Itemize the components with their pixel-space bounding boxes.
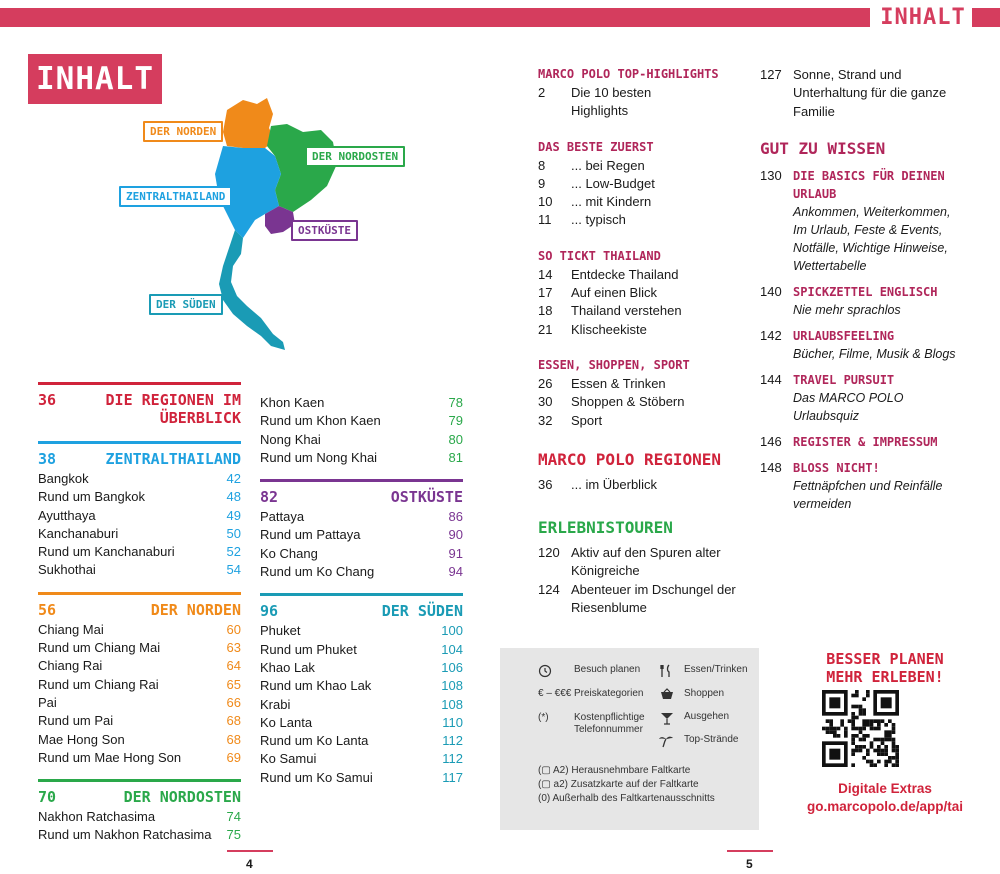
toc-row[interactable] [538, 266, 748, 284]
toc-section [538, 139, 748, 230]
info-num: 146 [760, 433, 782, 449]
toc-section [538, 66, 748, 121]
info-entry[interactable] [760, 327, 960, 363]
regions-column-middle [260, 382, 463, 799]
entry-page: 112 [442, 751, 463, 767]
entry-name: Rund um Pai [38, 713, 114, 729]
map-region-norden [223, 98, 275, 148]
entry-page: 69 [226, 749, 241, 765]
entry-page: 100 [441, 623, 463, 639]
region-entry[interactable] [38, 543, 241, 561]
toc-num: 32 [538, 412, 553, 428]
info-body [793, 327, 960, 363]
toc-num: 17 [538, 285, 553, 301]
toc-num: 124 [538, 581, 560, 597]
entry-page: 112 [442, 733, 463, 749]
region-entry[interactable] [260, 769, 463, 787]
entry-name: Bangkok [38, 471, 89, 486]
page-number-left: 4 [246, 857, 253, 871]
entry-name: Ayutthaya [38, 507, 96, 523]
page-number-right: 5 [746, 857, 753, 871]
region-block [38, 592, 241, 767]
info-title: URLAUBSFEELING [793, 328, 895, 343]
entry-name: Kanchanaburi [38, 525, 119, 541]
toc-row[interactable] [538, 193, 748, 211]
info-sub: Das MARCO POLO Urlaubsquiz [793, 390, 904, 423]
toc-text: Sport [571, 412, 603, 428]
toc-column-middle [538, 66, 748, 617]
entry-page: 79 [448, 413, 463, 429]
entry-page: 108 [441, 696, 463, 712]
region-entry[interactable] [260, 732, 463, 750]
toc-num: 30 [538, 394, 553, 410]
regionen-section [538, 450, 748, 494]
entry-page: 49 [226, 507, 241, 523]
region-block [38, 779, 241, 845]
region-entry[interactable] [260, 412, 463, 430]
region-name: DER NORDOSTEN [123, 788, 241, 807]
region-entry[interactable] [38, 561, 241, 579]
gut-zu-wissen-title: GUT ZU WISSEN [760, 138, 886, 158]
entry-name: Rund um Kanchanaburi [38, 544, 175, 560]
entry-name: Rund um Chiang Mai [38, 640, 161, 656]
entry-name: Rund um Mae Hong Son [38, 749, 182, 765]
entry-page: 60 [226, 621, 241, 637]
map-region-sueden [219, 230, 285, 350]
toc-num: 18 [538, 303, 553, 319]
toc-text: Aktiv auf den Spuren alter Königreiche [571, 545, 721, 579]
info-entry[interactable] [760, 283, 960, 319]
spacer [38, 427, 241, 429]
info-entry[interactable] [760, 371, 960, 425]
entry-page: 117 [442, 769, 463, 785]
entry-page: 80 [448, 431, 463, 447]
entry-page: 110 [442, 714, 463, 730]
clock-icon [538, 664, 552, 678]
entry-page: 64 [226, 658, 241, 674]
entry-page: 94 [448, 564, 463, 580]
toc-row[interactable] [538, 284, 748, 302]
entry-name: Rund um Ko Chang [260, 564, 375, 580]
region-entry[interactable] [260, 622, 463, 640]
entry-name: Rund um Ko Lanta [260, 733, 369, 749]
map-label-zentral: ZENTRALTHAILAND [119, 186, 232, 207]
toc-text: Entdecke Thailand [571, 266, 679, 282]
region-heading[interactable] [260, 479, 463, 506]
entry-name: Mae Hong Son [38, 731, 125, 747]
entry-name: Rund um Phuket [260, 641, 357, 657]
entry-name: Nakhon Ratchasima [38, 809, 156, 825]
toc-text: Die 10 besten Highlights [571, 85, 652, 119]
entry-page: 91 [448, 545, 463, 561]
region-block [260, 593, 463, 787]
region-entry[interactable] [260, 641, 463, 659]
legend-box [500, 648, 759, 830]
entry-name: Rund um Chiang Rai [38, 676, 159, 692]
toc-row[interactable] [538, 321, 748, 339]
info-title: SPICKZETTEL ENGLISCH [793, 284, 938, 299]
region-entry[interactable] [38, 470, 241, 488]
entry-name: Ko Chang [260, 545, 318, 561]
entry-name: Rund um Bangkok [38, 489, 145, 505]
region-entry[interactable] [38, 621, 241, 639]
toc-row[interactable] [538, 84, 748, 121]
toc-num: 9 [538, 175, 546, 191]
info-num: 142 [760, 327, 782, 343]
region-entry[interactable] [38, 808, 241, 826]
toc-text: Abenteuer im Dschungel der Riesenblume [571, 581, 736, 616]
region-heading[interactable] [38, 779, 241, 806]
map-label-nordosten: DER NORDOSTEN [305, 146, 405, 167]
toc-section [538, 248, 748, 339]
entry-name: Krabi [260, 696, 291, 712]
region-entry[interactable] [38, 712, 241, 730]
entry-page: 54 [226, 562, 241, 578]
entry-name: Rund um Khon Kaen [260, 413, 381, 429]
region-entry[interactable] [260, 563, 463, 581]
legend-kosten: (*) Kostenpflichtige Telefonnummer [538, 712, 645, 735]
toc-text: ... im Überblick [571, 476, 657, 492]
region-entry[interactable] [260, 714, 463, 732]
entry-name: Rund um Pattaya [260, 527, 361, 543]
region-entry[interactable] [38, 731, 241, 749]
entry-name: Rund um Nakhon Ratchasima [38, 827, 212, 843]
region-entry[interactable] [260, 659, 463, 677]
region-page-num: 96 [260, 602, 279, 621]
info-sub: Fettnäpfchen und Reinfälle vermeiden [793, 478, 943, 511]
toc-text: Essen & Trinken [571, 375, 666, 391]
toc-text: Thailand verstehen [571, 303, 682, 319]
region-block [260, 479, 463, 581]
entry-page: 68 [226, 713, 241, 729]
region-entry[interactable] [38, 676, 241, 694]
toc-num: 8 [538, 157, 546, 173]
info-title: TRAVEL PURSUIT [793, 372, 895, 387]
legend-shoppen: Shoppen [660, 688, 724, 700]
entry-page: 52 [226, 544, 241, 560]
entry-name: Khon Kaen [260, 395, 325, 410]
toc-row[interactable] [538, 544, 748, 581]
info-body [793, 433, 960, 451]
entry-page: 104 [441, 641, 463, 657]
app-link[interactable]: go.marcopolo.de/app/tai [806, 799, 963, 814]
regionen-title: MARCO POLO REGIONEN [538, 449, 722, 469]
toc-num: 36 [538, 476, 553, 492]
corner-title: INHALT [880, 5, 966, 30]
region-entry[interactable] [38, 749, 241, 767]
region-page-num: 38 [38, 450, 57, 468]
region-entry[interactable] [38, 488, 241, 506]
top-bar [0, 8, 870, 27]
info-title: REGISTER & IMPRESSUM [793, 434, 938, 449]
entry-name: Sukhothai [38, 562, 96, 578]
entry-name: Chiang Mai [38, 621, 104, 637]
toc-row[interactable] [538, 476, 748, 494]
region-entry[interactable] [38, 826, 241, 844]
entry-name: Pai [38, 694, 57, 710]
toc-num: 2 [538, 85, 546, 100]
region-heading[interactable] [38, 382, 241, 427]
entry-page: 63 [226, 640, 241, 656]
toc-row[interactable] [538, 393, 748, 411]
toc-column-right [760, 66, 960, 521]
toc-row[interactable] [760, 66, 960, 121]
info-sub: Ankommen, Weiterkommen, Im Urlaub, Feste & Events, Notfälle, Wichtige Hinweise, Wettertabelle [793, 204, 951, 273]
region-heading[interactable] [38, 592, 241, 619]
toc-num: 10 [538, 194, 553, 210]
map-label-norden: DER NORDEN [143, 121, 223, 142]
toc-row[interactable] [538, 211, 748, 229]
info-num: 140 [760, 283, 782, 299]
region-block [260, 382, 463, 467]
region-entry[interactable] [260, 449, 463, 467]
entry-page: 66 [226, 694, 241, 710]
entry-page: 108 [441, 678, 463, 694]
region-entry[interactable] [38, 507, 241, 525]
region-entry[interactable] [260, 677, 463, 695]
promo-title: BESSER PLANEN MEHR ERLEBEN! [826, 650, 944, 686]
entry-page: 50 [226, 525, 241, 541]
info-body [793, 459, 960, 513]
top-bar-end [972, 8, 1000, 27]
region-entry[interactable] [260, 508, 463, 526]
toc-row[interactable] [538, 302, 748, 320]
map-label-sueden: DER SÜDEN [149, 294, 223, 315]
entry-page: 48 [226, 489, 241, 505]
info-entry[interactable] [760, 459, 960, 513]
toc-row[interactable] [538, 375, 748, 393]
region-page-num: 56 [38, 600, 57, 619]
info-num: 144 [760, 371, 782, 387]
entry-name: Rund um Nong Khai [260, 449, 378, 465]
qr-code[interactable] [822, 690, 899, 767]
entry-name: Pattaya [260, 509, 305, 525]
toc-section [538, 357, 748, 430]
toc-num: 127 [760, 67, 782, 82]
info-body [793, 167, 960, 275]
region-entry[interactable] [38, 694, 241, 712]
entry-page: 81 [448, 449, 463, 465]
legend-essen: Essen/Trinken [660, 664, 748, 678]
region-page-num: 36 [38, 391, 57, 409]
toc-row[interactable] [538, 175, 748, 193]
touren-title: ERLEBNISTOUREN [538, 518, 673, 538]
toc-row[interactable] [538, 157, 748, 175]
toc-text: ... bei Regen [571, 157, 645, 173]
toc-text: ... mit Kindern [571, 194, 652, 210]
legend-ausgehen: Ausgehen [660, 711, 729, 725]
entry-name: Rund um Ko Samui [260, 769, 373, 785]
info-num: 148 [760, 459, 782, 475]
entry-page: 106 [441, 659, 463, 675]
toc-row[interactable] [538, 581, 748, 618]
toc-text: ... Low-Budget [571, 175, 655, 191]
promo-footer: Digitale Extras go.marcopolo.de/app/tai [770, 780, 1000, 816]
palm-icon [658, 734, 674, 748]
cocktail-icon [660, 711, 674, 725]
legend-besuch: Besuch planen [538, 664, 640, 678]
region-entry[interactable] [260, 526, 463, 544]
toc-text: Shoppen & Stöbern [571, 394, 685, 410]
toc-num: 120 [538, 545, 560, 561]
entry-page: 86 [448, 509, 463, 525]
toc-text: Auf einen Blick [571, 285, 657, 301]
toc-text: Klischeekiste [571, 321, 647, 337]
fork-knife-icon [660, 664, 672, 678]
page-title: INHALT [28, 54, 162, 104]
region-block [38, 382, 241, 429]
info-body [793, 283, 960, 319]
region-entry[interactable] [260, 545, 463, 563]
entry-page: 74 [226, 809, 241, 825]
entry-name: Khao Lak [260, 659, 315, 675]
info-title: BLOSS NICHT! [793, 460, 880, 475]
entry-page: 42 [226, 471, 241, 486]
toc-num: 26 [538, 375, 553, 391]
page-line-right [727, 850, 773, 852]
entry-name: Phuket [260, 623, 301, 639]
entry-name: Rund um Khao Lak [260, 678, 372, 694]
info-sub: Nie mehr sprachlos [793, 302, 901, 317]
region-name: OSTKÜSTE [390, 488, 463, 507]
toc-num: 14 [538, 266, 553, 282]
basket-icon [660, 688, 674, 700]
info-title: DIE BASICS FÜR DEINEN URLAUB [793, 168, 945, 201]
entry-name: Nong Khai [260, 431, 321, 447]
region-page-num: 70 [38, 788, 57, 807]
region-map [115, 88, 399, 358]
toc-section-title: DAS BESTE ZUERST [538, 139, 654, 154]
entry-page: 68 [226, 731, 241, 747]
region-heading[interactable] [260, 593, 463, 620]
region-heading[interactable] [38, 441, 241, 468]
map-label-ostkueste: OSTKÜSTE [291, 220, 358, 241]
legend-preis: € – €€€ Preiskategorien [538, 688, 644, 699]
toc-section-title: MARCO POLO TOP-HIGHLIGHTS [538, 67, 719, 81]
region-entry[interactable] [260, 394, 463, 412]
region-block [38, 441, 241, 580]
entry-page: 75 [226, 827, 241, 843]
region-name: DER SÜDEN [381, 602, 463, 621]
toc-text: Sonne, Strand und Unterhaltung für die ganze Familie [793, 67, 947, 119]
page-line-left [227, 850, 273, 852]
toc-text: ... typisch [571, 212, 626, 228]
region-name: DIE REGIONEN IM ÜBERBLICK [105, 391, 241, 427]
info-sub: Bücher, Filme, Musik & Blogs [793, 346, 956, 361]
info-body [793, 371, 960, 425]
toc-num: 21 [538, 321, 553, 337]
legend-map-notes: (▢ A2) Herausnehmbare Faltkarte (▢ a2) Zusatzkarte auf der Faltkarte (0) Außerhalb des Faltkartenausschnitts [538, 765, 715, 804]
info-entry[interactable] [760, 433, 960, 451]
entry-name: Ko Samui [260, 751, 317, 767]
touren-section [538, 518, 748, 617]
entry-page: 78 [448, 395, 463, 410]
toc-section-title: SO TICKT THAILAND [538, 248, 661, 263]
info-num: 130 [760, 167, 782, 183]
toc-row[interactable] [538, 412, 748, 430]
region-entry[interactable] [38, 525, 241, 543]
toc-num: 11 [538, 212, 552, 228]
entry-page: 90 [448, 527, 463, 543]
region-name: DER NORDEN [150, 600, 241, 619]
region-entry[interactable] [38, 657, 241, 675]
info-entry[interactable] [760, 167, 960, 275]
region-page-num: 82 [260, 488, 279, 507]
region-name: ZENTRALTHAILAND [105, 450, 241, 468]
entry-name: Chiang Rai [38, 658, 103, 674]
entry-name: Ko Lanta [260, 714, 313, 730]
region-entry[interactable] [260, 750, 463, 768]
toc-section-title: ESSEN, SHOPPEN, SPORT [538, 357, 690, 372]
entry-page: 65 [226, 676, 241, 692]
region-entry[interactable] [260, 696, 463, 714]
legend-strand: Top-Strände [658, 734, 738, 748]
region-entry[interactable] [38, 639, 241, 657]
region-entry[interactable] [260, 431, 463, 449]
regions-column-left [38, 382, 241, 857]
